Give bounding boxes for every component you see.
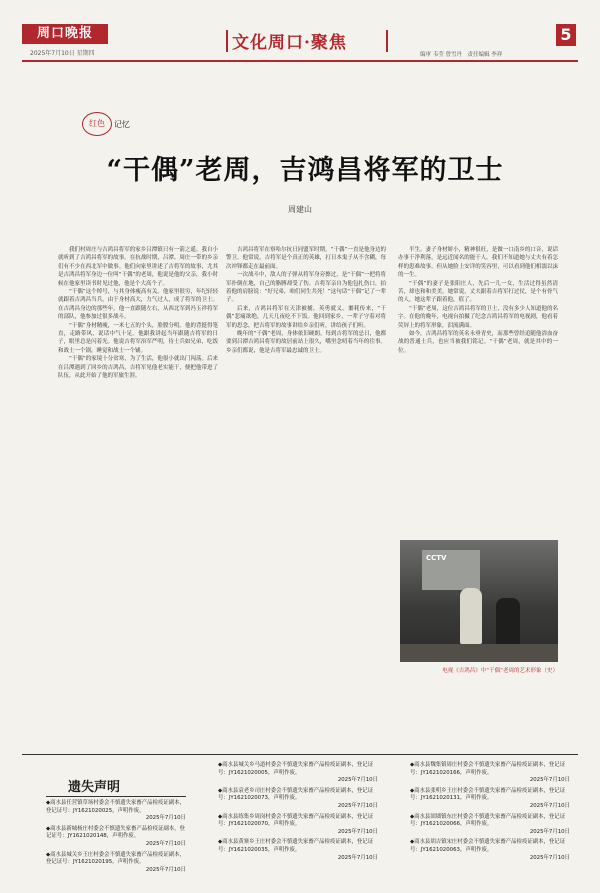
column-tag-red: 红色	[82, 112, 112, 136]
notice-date: 2025年7月10日	[529, 802, 570, 809]
paragraph: 一次战斗中，敌人的子弹从将军身旁擦过，是“干偶”一把将将军扑倒在地，自己的胳膊却受了伤。吉将军亲自为他包扎伤口，拍着他的肩膀说：“好兄弟，咱们同生共死！”这句话“干偶”记了一辈子。	[226, 272, 386, 304]
notice-item	[218, 814, 378, 837]
article-headline: “干偶”老周，吉鸿昌将军的卫士	[106, 155, 504, 186]
editor-credits: 编审 韦莹 曾雪丹 责任编辑 李祥	[420, 52, 503, 58]
notice-date: 2025年7月10日	[337, 828, 378, 835]
paragraph: “干偶”这个绰号，与其身体瘦高有关。他家里很穷，年纪轻轻就跟着吉鸿昌当兵，由于身材高大，力气过人，成了将军的卫士。在吉鸿昌身边的那些年，他一直跟随左右，从西北军到冯玉祥将军的部队，他参加过很多战斗。	[58, 289, 218, 321]
paragraph: 半生。妻子身材娇小，精神很旺，是做一口南乡的口音，说话办事干净利落，是远近闻名的能干人。我们不知道她与丈夫有着怎样的患难故事，但从她脸上安详的笑容里，可以看到他们相濡以沫的一生。	[398, 247, 558, 279]
header-divider	[226, 30, 228, 52]
paragraph: “干偶”的家境十分贫寒，为了生活，他很小就出门闯荡。后来在吕潭遇到了回乡的吉鸿昌，吉将军见他老实能干，便把他带进了队伍，从此开始了他的军旅生涯。	[58, 356, 218, 380]
page-number: 5	[556, 24, 576, 46]
notice-item	[46, 800, 186, 823]
article-photo	[400, 540, 558, 662]
notice-item	[410, 762, 570, 785]
paragraph: 吉鸿昌将军在察哈尔抗日同盟军时期，“干偶”一直是他身边的警卫。他常说，吉将军是个真正的英雄，打日本鬼子从不含糊，每次冲锋都走在最前面。	[226, 247, 386, 270]
notices-column-1	[46, 800, 186, 877]
notice-item	[218, 762, 378, 785]
photo-caption: 电视《吉鸿昌》中“干偶”老周的艺术形象（史）	[442, 668, 558, 674]
notice-text: ◆商水县城关乡王庄村委会不慎遗失家畜产品检疫证副本，登记证号：JY1621020195，声明作废。	[46, 851, 185, 866]
notice-date: 2025年7月10日	[337, 854, 378, 861]
notice-date: 2025年7月10日	[337, 802, 378, 809]
paragraph: 如今，吉鸿昌将军的英名永垂青史，而那些曾经追随他浴血奋战的普通士兵，也应当被我们铭记。“干偶”老周，就是其中的一位。	[398, 331, 558, 354]
notice-date: 2025年7月10日	[529, 854, 570, 861]
section-title: 文化周口·聚焦	[232, 33, 347, 53]
notice-item	[46, 852, 186, 875]
notice-date: 2025年7月10日	[145, 815, 186, 822]
notice-text: ◆商水县城关乡马道村委会不慎遗失家畜产品检疫证副本，登记证号：JY1621020005，声明作废。	[218, 762, 374, 776]
article-column-1	[58, 246, 218, 750]
article-byline: 周建山	[288, 205, 312, 214]
notices-column-2	[218, 762, 378, 865]
notice-item	[218, 788, 378, 811]
actor-figure	[496, 598, 520, 648]
notice-item	[410, 814, 570, 837]
stage-floor	[400, 644, 558, 662]
article-column-2	[226, 246, 386, 750]
column-tag	[82, 112, 130, 136]
notice-item	[410, 788, 570, 811]
actor-figure	[460, 588, 482, 644]
notice-text: ◆商水县固墙镇东庄村委会不慎遗失家畜产品检疫证副本，登记证号：JY1621020066，声明作废。	[410, 813, 566, 828]
issue-date: 2025年7月10日 星期四	[30, 50, 95, 57]
notice-text: ◆商水县新城杨庄村委会不慎遗失家畜产品检疫证副本，登记证号：JY1621020148，声明作废。	[46, 825, 185, 840]
column-tag-black: 记忆	[114, 119, 130, 129]
paragraph: 我们村周庄与吉鸿昌将军的家乡吕潭镇只有一箭之遥。我自小就听到了吉鸿昌将军的故事。在抗战时期，吕潭、周庄一带的乡亲们有不少在西北军中做事。他们向家里讲述了吉将军的故事，尤其是吉鸿昌将军身边一位叫“干偶”的老周，他说是他的父亲，我小时候在他家里读书时见过他，他是个大高个子。	[58, 247, 218, 287]
article-column-3	[398, 246, 558, 536]
paragraph: 后来，吉鸿昌将军在天津被捕，英勇就义。噩耗传来，“干偶”悲痛欲绝，几天几夜吃不下饭。他回到家乡，一辈子守着对将军的思念，把吉将军的故事讲给乡亲们听，讲给孩子们听。	[226, 305, 386, 329]
notice-text: ◆商水县袁老乡司庄村委会不慎遗失家畜产品检疫证副本，登记证号：JY1621020073，声明作废。	[218, 787, 374, 802]
section-divider	[22, 754, 578, 755]
notice-item	[410, 839, 570, 862]
masthead	[0, 0, 600, 56]
header-rule	[22, 60, 578, 62]
notice-text: ◆商水县黄寨乡王庄村委会不慎遗失家畜产品检疫证副本，登记证号：JY1621020035，声明作废。	[218, 839, 374, 853]
notice-item	[218, 839, 378, 862]
paragraph: “干偶”身材精瘦，一米七五的个头，脸膛分明。他的背挺得笔直，走路带风，说话中气十足。他跟我讲起当年跟随吉将军的日子，眼里总是闪着光。他说吉将军治军严明，待士兵如兄弟，吃饭和战士一个锅，睡觉和战士一个铺。	[58, 322, 218, 354]
notice-date: 2025年7月10日	[337, 777, 378, 784]
notice-date: 2025年7月10日	[145, 840, 186, 847]
notice-text: ◆商水县练集乡周岗村委会不慎遗失家畜产品检疫证副本，登记证号：JY1621020070，声明作废。	[218, 813, 374, 828]
notices-column-3	[410, 762, 570, 865]
notices-title-rule	[46, 796, 186, 797]
notices-title: 遗失声明	[68, 780, 121, 795]
paragraph: “干偶”老周，这位吉鸿昌将军的卫士，没有多少人知道他的名字。在他的晚年，电视台拍摄了纪念吉鸿昌将军的电视剧，他看着荧屏上的将军形象，泪流满面。	[398, 305, 558, 329]
notice-item	[46, 826, 186, 849]
header-divider	[386, 30, 388, 52]
notice-date: 2025年7月10日	[529, 777, 570, 784]
notice-text: ◆商水县任营镇草场村委会不慎遗失家畜产品检疫证副本，登记证号：JY1621020025，声明作废。	[46, 800, 185, 814]
notice-text: ◆商水县胡吉镇宋庄村委会不慎遗失家畜产品检疫证副本，登记证号：JY1621020063，声明作废。	[410, 839, 566, 853]
paragraph: “干偶”的妻子是张阳庄人，先后一儿一女，生活过得虽然清苦，却也和和美美。她常说，丈夫跟着吉将军打过仗，是个有骨气的人，她这辈子跟着他，值了。	[398, 280, 558, 304]
notice-date: 2025年7月10日	[529, 828, 570, 835]
notice-text: ◆商水县魏集镇周庄村委会不慎遗失家畜产品检疫证副本，登记证号：JY1621020166，声明作废。	[410, 762, 566, 776]
notice-text: ◆商水县张明乡王庄村委会不慎遗失家畜产品检疫证副本，登记证号：JY1621020131，声明作废。	[410, 787, 566, 802]
notice-date: 2025年7月10日	[145, 866, 186, 873]
tv-station-logo: CCTV	[426, 554, 447, 562]
paragraph: 晚年的“干偶”老周，身体依旧硬朗。每到吉将军的忌日，他都要到吕潭吉鸿昌将军的故居前站上很久，嘴里念叨着当年的往事。乡亲们都说，他是吉将军最忠诚的卫士。	[226, 331, 386, 354]
newspaper-logo: 周口晚报	[22, 24, 108, 44]
